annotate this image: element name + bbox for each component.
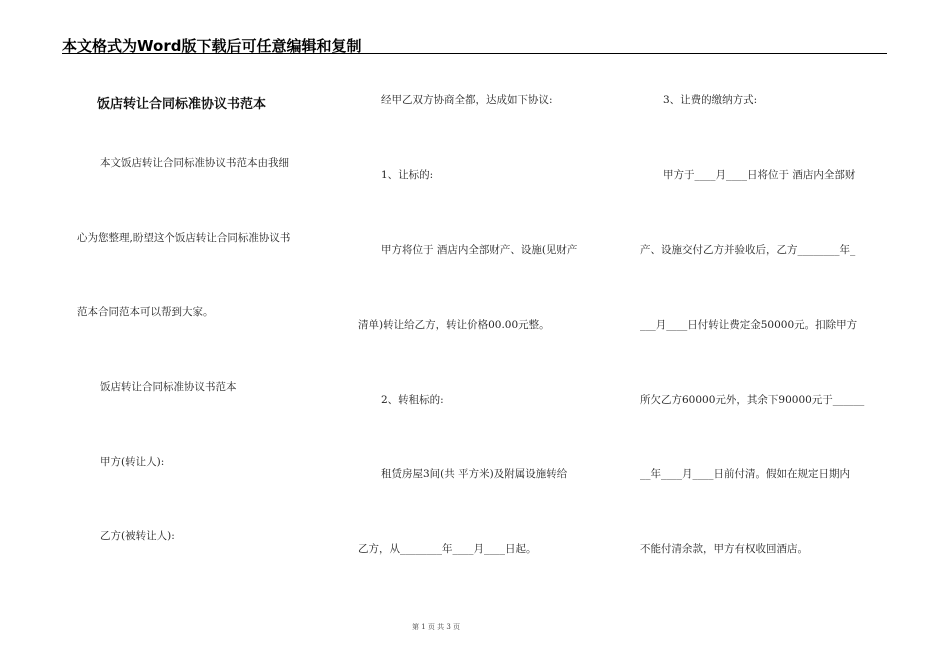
col1-subtitle: 饭店转让合同标准协议书范本 [100,381,237,393]
clause-1-heading: 1、让标的: [381,169,434,181]
clause-3-heading: 3、让费的缴纳方式: [663,94,758,106]
col1-paragraph-line: 本文饭店转让合同标准协议书范本由我细 [100,157,289,169]
col3-paragraph-line: __年____月____日前付清。假如在规定日期内 [640,468,850,480]
col2-paragraph-line: 乙方，从________年____月____日起。 [358,543,537,555]
col3-paragraph-line: 产、设施交付乙方并验收后，乙方________年_ [640,244,856,256]
col1-paragraph-line: 心为您整理,盼望这个饭店转让合同标准协议书 [77,232,291,244]
col2-paragraph-line: 清单)转让给乙方，转让价格00.00元整。 [358,319,550,331]
col2-paragraph-line: 租赁房屋3间(共 平方米)及附属设施转给 [381,468,568,480]
page-number: 第 1 页 共 3 页 [412,623,461,631]
party-a-label: 甲方(转让人): [100,456,165,468]
clause-2-heading: 2、转租标的: [381,394,444,406]
col2-paragraph-line: 经甲乙双方协商全都，达成如下协议: [381,94,553,106]
col3-paragraph-line: ___月____日付转让费定金50000元。扣除甲方 [640,319,858,331]
col3-paragraph-line: 甲方于____月____日将位于 酒店内全部财 [663,169,856,181]
party-b-label: 乙方(被转让人): [100,530,175,542]
header-rule [62,53,887,54]
col1-paragraph-line: 范本合同范本可以帮到大家。 [77,306,214,318]
col2-paragraph-line: 甲方将位于 酒店内全部财产、设施(见财产 [381,244,578,256]
page-title: 饭店转让合同标准协议书范本 [97,97,267,112]
col3-paragraph-line: 所欠乙方60000元外，其余下90000元于______ [640,394,865,406]
document-banner: 本文格式为Word版下载后可任意编辑和复制 [62,37,362,55]
col3-paragraph-line: 不能付清余款，甲方有权收回酒店。 [640,543,808,555]
